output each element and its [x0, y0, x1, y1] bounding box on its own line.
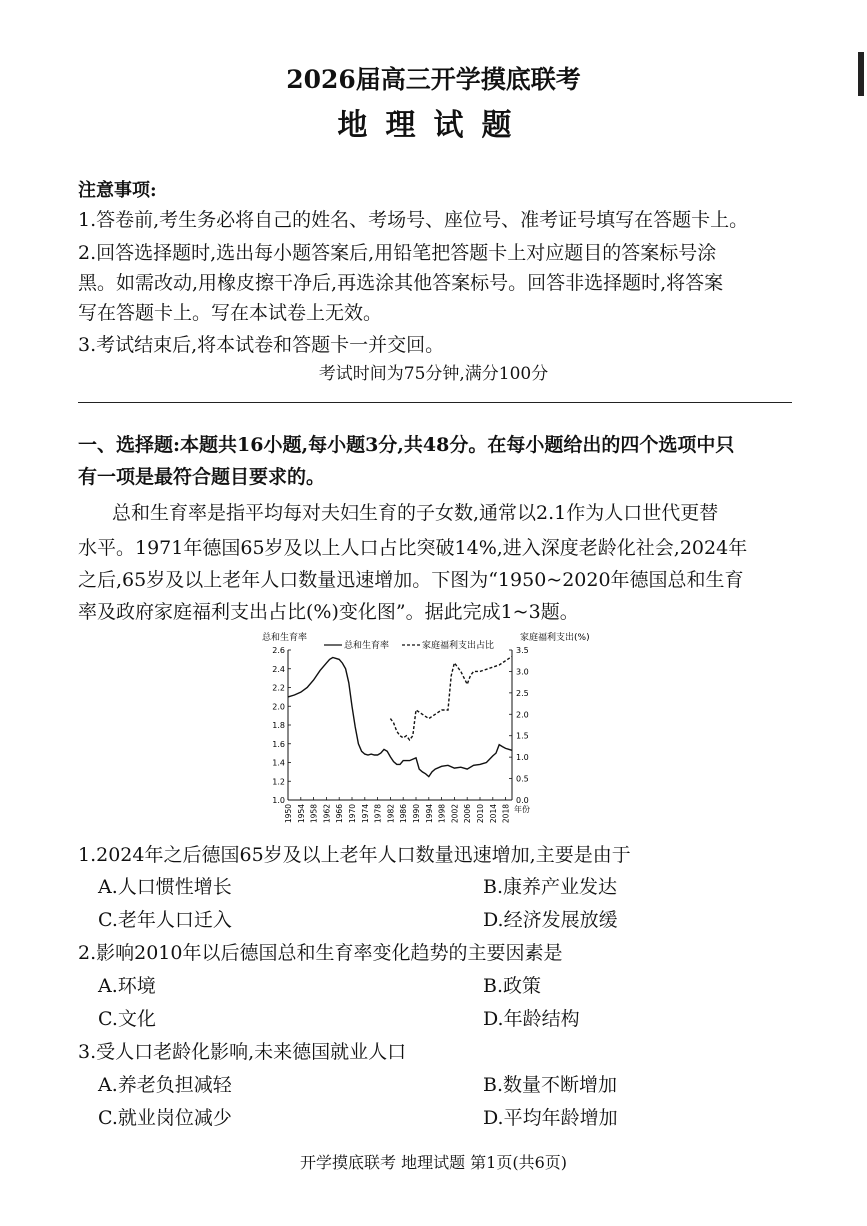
left-tick-label: 1.2 [272, 777, 285, 787]
left-tick-label: 1.8 [272, 721, 285, 730]
exam-time-note: 考试时间为75分钟,满分100分 [318, 364, 549, 384]
x-tick-label: 2010 [476, 804, 485, 824]
option-a: A.养老负担减轻 [98, 1074, 232, 1096]
notice-item: 写在答题卡上。写在本试卷上无效。 [78, 302, 383, 324]
option-b: B.数量不断增加 [483, 1074, 618, 1096]
section-heading: 一、选择题:本题共16小题,每小题3分,共48分。在每小题给出的四个选项中只 [78, 434, 735, 456]
section-heading-cont: 有一项是最符合题目要求的。 [78, 466, 326, 488]
intro-line: 率及政府家庭福利支出占比(%)变化图”。据此完成1~3题。 [78, 601, 579, 623]
intro-line: 总和生育率是指平均每对夫妇生育的子女数,通常以2.1作为人口世代更替 [112, 502, 719, 524]
x-tick-label: 1962 [322, 804, 332, 824]
x-tick-label: 2018 [501, 804, 511, 824]
option-d: D.年龄结构 [483, 1008, 580, 1030]
welfare-spending-line [390, 656, 512, 740]
x-tick-label: 1966 [335, 804, 345, 824]
right-tick-label: 1.0 [516, 753, 529, 763]
x-tick-label: 2006 [463, 804, 473, 824]
notice-item: 3.考试结束后,将本试卷和答题卡一并交回。 [78, 334, 445, 356]
option-d: D.经济发展放缓 [483, 909, 618, 931]
left-tick-label: 2.0 [272, 702, 285, 712]
legend [324, 639, 494, 651]
x-tick-label: 1970 [348, 804, 357, 824]
left-tick-label: 1.4 [272, 758, 285, 768]
option-c: C.就业岗位减少 [98, 1107, 232, 1129]
left-tick-label: 2.6 [272, 646, 285, 655]
fertility-welfare-chart [262, 628, 590, 833]
x-tick-label: 1950 [284, 804, 293, 824]
option-a: A.环境 [98, 975, 156, 997]
right-axis-label: 家庭福利支出(%) [520, 633, 590, 643]
option-d: D.平均年龄增加 [483, 1107, 618, 1129]
right-tick-label: 2.0 [516, 710, 529, 720]
left-tick-label: 1.6 [272, 739, 285, 749]
option-a: A.人口惯性增长 [98, 876, 232, 898]
fertility-rate-line [288, 658, 512, 777]
x-tick-label: 2014 [488, 804, 498, 824]
x-tick-label: 1974 [360, 804, 370, 824]
option-c: C.老年人口迁入 [98, 909, 232, 931]
x-tick-label: 1954 [296, 804, 306, 824]
left-tick-label: 1.0 [272, 796, 285, 805]
notice-item: 2.回答选择题时,选出每小题答案后,用铅笔把答题卡上对应题目的答案标号涂 [78, 242, 717, 264]
x-axis-unit-label: 年份 [514, 805, 530, 814]
page-footer: 开学摸底联考 地理试题 第1页(共6页) [299, 1153, 568, 1172]
subject-title: 地理试题 [337, 108, 530, 143]
x-tick-label: 1978 [373, 804, 383, 824]
chart-lines [288, 656, 512, 776]
question-stem: 3.受人口老龄化影响,未来德国就业人口 [78, 1041, 407, 1063]
option-b: B.康养产业发达 [483, 876, 618, 898]
right-tick-label: 1.5 [516, 731, 529, 741]
x-tick-label: 1998 [437, 804, 447, 824]
left-axis-label: 总和生育率 [262, 633, 308, 643]
right-tick-label: 3.5 [516, 646, 529, 655]
divider-line [78, 402, 792, 403]
notice-item: 1.答卷前,考生务必将自己的姓名、考场号、座位号、准考证号填写在答题卡上。 [78, 209, 749, 231]
left-tick-label: 2.2 [272, 683, 285, 693]
right-tick-label: 0.0 [516, 796, 529, 805]
x-tick-label: 1994 [424, 804, 434, 824]
option-b: B.政策 [483, 975, 542, 997]
intro-line: 水平。1971年德国65岁及以上人口占比突破14%,进入深度老龄化社会,2024年 [78, 537, 748, 559]
right-tick-label: 0.5 [516, 774, 529, 784]
right-tick-label: 2.5 [516, 688, 529, 698]
left-tick-label: 2.4 [272, 664, 285, 674]
notice-heading: 注意事项: [78, 180, 157, 201]
intro-line: 之后,65岁及以上老年人口数量迅速增加。下图为“1950~2020年德国总和生育 [78, 569, 744, 591]
question-stem: 1.2024年之后德国65岁及以上老年人口数量迅速增加,主要是由于 [78, 844, 631, 866]
x-tick-label: 1982 [386, 804, 396, 824]
x-tick-label: 2002 [450, 804, 460, 824]
chart-axes [288, 650, 512, 800]
chart-ticks [272, 646, 530, 823]
x-tick-label: 1990 [412, 804, 421, 824]
option-c: C.文化 [98, 1008, 156, 1030]
exam-title: 2026届高三开学摸底联考 [286, 65, 581, 94]
notice-item: 黑。如需改动,用橡皮擦干净后,再选涂其他答案标号。回答非选择题时,将答案 [78, 272, 724, 294]
legend-label-fertility: 总和生育率 [344, 641, 390, 651]
question-stem: 2.影响2010年以后德国总和生育率变化趋势的主要因素是 [78, 942, 563, 964]
legend-label-welfare: 家庭福利支出占比 [422, 641, 495, 651]
x-tick-label: 1958 [309, 804, 319, 824]
x-tick-label: 1986 [399, 804, 409, 824]
right-tick-label: 3.0 [516, 667, 529, 677]
